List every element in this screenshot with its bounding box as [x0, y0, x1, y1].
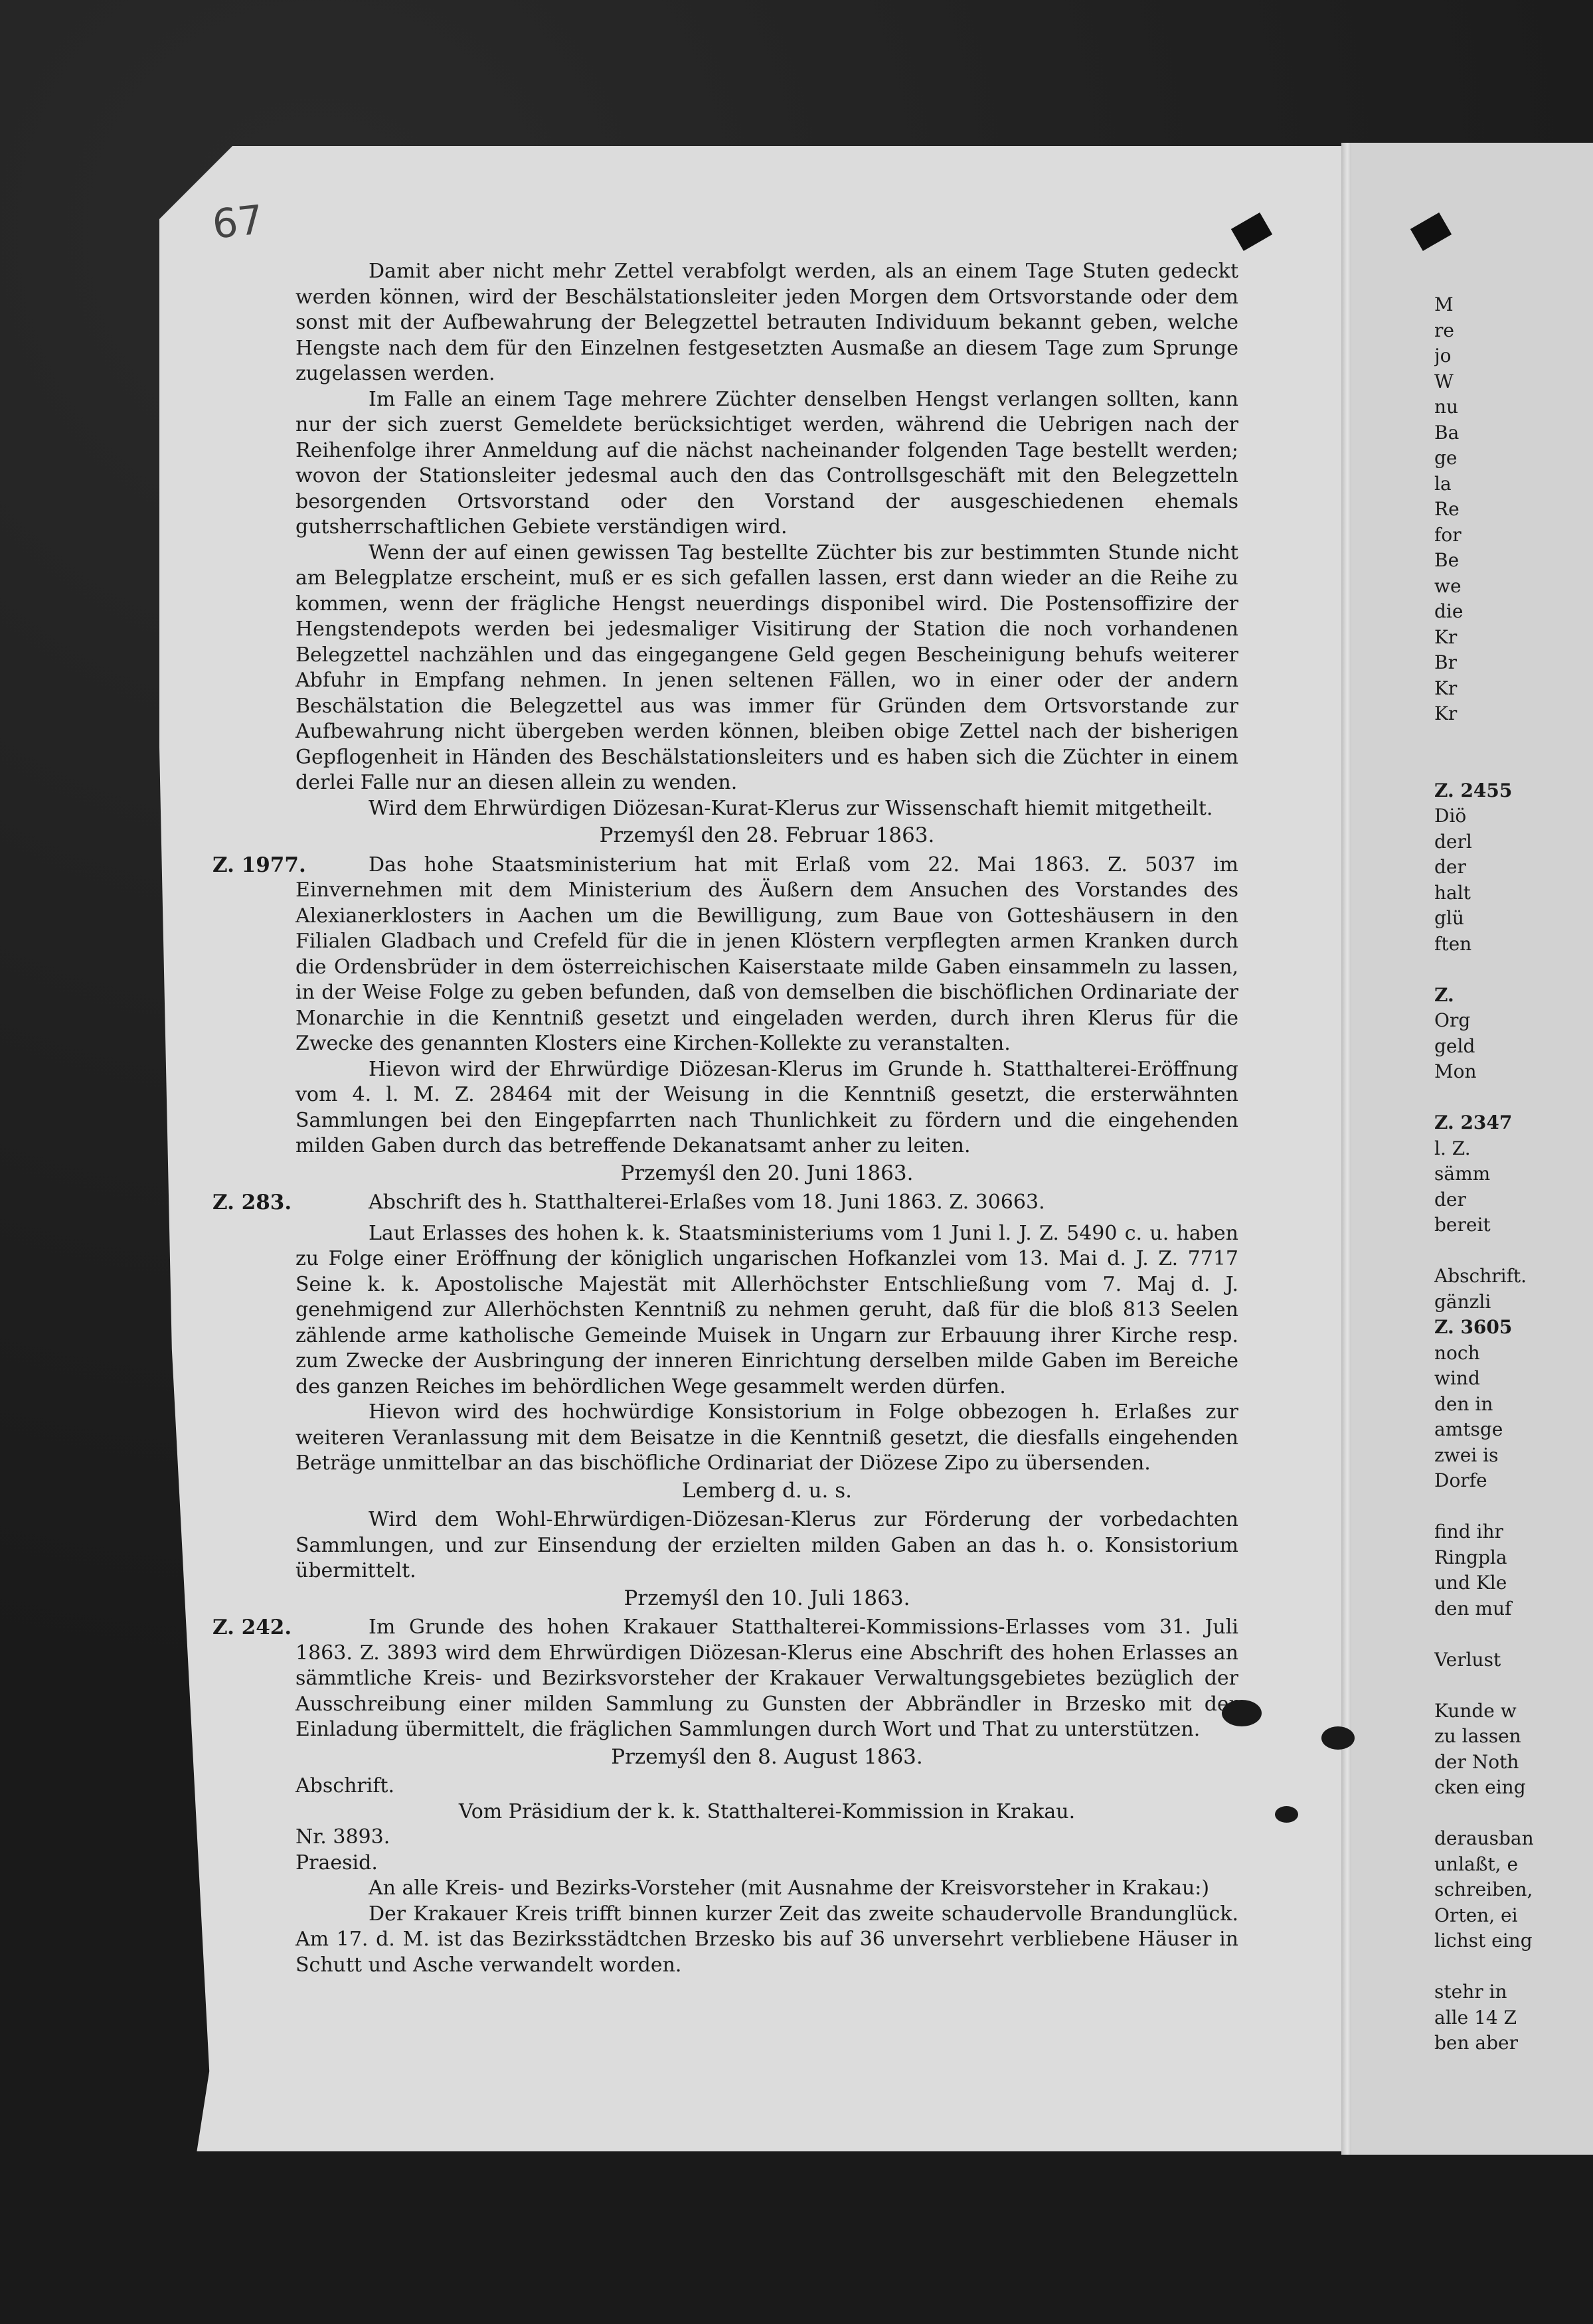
fragment-line: Ba — [1434, 421, 1460, 444]
fragment-line — [1434, 752, 1587, 778]
fragment-line: halt — [1434, 881, 1471, 904]
fragment-line: amtsge — [1434, 1418, 1503, 1440]
fragment-line: Verlust — [1434, 1648, 1501, 1671]
fragment-line: der Noth — [1434, 1750, 1519, 1773]
fragment-line: Ringpla — [1434, 1546, 1507, 1568]
paragraph: Im Falle an einem Tage mehrere Züchter denselben Hengst verlangen sollten, kann nur der sich zuerst Gemeldete berücksichtiget werden, während die Uebrigen nach der Reihenfolge ihrer Anmeldung auf die nächst nacheinander folgenden Tage bestellt werden; wovon der Stationsleiter jedesmal auch den das Controllsgeschäft mit den Belegzetteln besorgenden Ortsvorstand oder den Vorstand der ausgeschiedenen ehemals gutsherrschaftlichen Gebiete verständigen wird. — [295, 387, 1238, 539]
fragment-line: den in — [1434, 1392, 1493, 1415]
fragment-line: wind — [1434, 1367, 1480, 1389]
paragraph: Laut Erlasses des hohen k. k. Staatsministeriums vom 1 Juni l. J. Z. 5490 c. u. haben zu Folge einer Eröffnung der königlich ungarischen Hofkanzlei vom 13. Mai d. J. Z. 7717 Seine k. k. Apostolische Majestät mit Allerhöchster Entschließung vom 7. Maj d. J. genehmigend zur Allerhöchsten Kenntniß zu nehmen geruht, daß für die bloß 813 Seelen zählende arme katholische Gemeinde Muisek in Ungarn zur Erbauung ihrer Kirche resp. zum Zwecke der Ausbringung der inneren Einrichtung derselben milde Gaben im Bereiche des ganzen Reiches im behördlichen Wege gesammelt werden dürfen. — [295, 1221, 1238, 1398]
fragment-line: Z. — [1434, 983, 1454, 1006]
fragment-line: Kr — [1434, 625, 1458, 648]
nr-label: Nr. 3893. — [295, 1825, 390, 1849]
entry-number: Z. 283. — [212, 1191, 292, 1214]
fragment-line: schreiben, — [1434, 1878, 1533, 1900]
fragment-line — [1434, 1494, 1587, 1520]
fragment-line: bereit — [1434, 1214, 1491, 1236]
fragment-line: geld — [1434, 1035, 1475, 1057]
fragment-line: we — [1434, 574, 1462, 597]
fragment-line: Z. 3605 — [1434, 1316, 1513, 1338]
fragment-line: stehr in — [1434, 1981, 1507, 2003]
entry-283 — [212, 1190, 1238, 1611]
fragment-line — [1434, 1238, 1587, 1264]
fragment-line: for — [1434, 523, 1462, 546]
paragraph: Hievon wird des hochwürdige Konsistorium in Folge obbezogen h. Erlaßes zur weiteren Veranlassung mit dem Beisatze in die Kenntniß gesetzt, die diesfalls eingehenden Beträge unmittelbar an das bischöfliche Ordinariat der Diözese Zipo zu übersenden. — [295, 1400, 1238, 1475]
fragment-line: und Kle — [1434, 1572, 1507, 1594]
abschrift-label: Abschrift. — [295, 1774, 395, 1797]
fragment-line — [1434, 1954, 1587, 1980]
fragment-line — [1434, 1801, 1587, 1827]
fragment-line: Br — [1434, 651, 1457, 673]
fragment-line — [1434, 1673, 1587, 1699]
tear-mark — [1321, 1726, 1355, 1750]
fragment-line: cken eing — [1434, 1776, 1526, 1798]
fragment-line — [1434, 1085, 1587, 1111]
address-line: An alle Kreis- und Bezirks-Vorsteher (mit Ausnahme der Kreisvorsteher in Krakau:) — [369, 1876, 1210, 1900]
fragment-line: Re — [1434, 498, 1460, 520]
tear-mark — [1275, 1806, 1298, 1823]
fragment-line: ben aber — [1434, 2032, 1518, 2054]
fragment-line: l. Z. — [1434, 1137, 1471, 1159]
fragment-line: Diö — [1434, 805, 1467, 827]
fragment-line: la — [1434, 472, 1452, 495]
fragment-line: jo — [1434, 345, 1452, 367]
signature-line: Przemyśl den 8. August 1863. — [611, 1744, 923, 1769]
fragment-line: derausban — [1434, 1827, 1534, 1849]
fragment-line — [1434, 727, 1587, 753]
paragraph: Wird dem Wohl-Ehrwürdigen-Diözesan-Klerus zur Förderung der vorbedachten Sammlungen, und zur Einsendung der erzielten milden Gaben an das h. o. Konsistorium übermittelt. — [295, 1508, 1238, 1582]
fragment-line: ge — [1434, 447, 1458, 469]
fragment-line: unlaßt, e — [1434, 1853, 1519, 1875]
fragment-line: Kunde w — [1434, 1699, 1517, 1722]
fragment-line: W — [1434, 370, 1454, 392]
fragment-line — [1434, 1621, 1587, 1647]
fragment-line: sämm — [1434, 1163, 1491, 1185]
entry-number: Z. 1977. — [212, 853, 306, 877]
fragment-line: find ihr — [1434, 1521, 1503, 1542]
paragraph: Der Krakauer Kreis trifft binnen kurzer Zeit das zweite schaudervolle Brandunglück. Am 17. d. M. ist das Bezirksstädtchen Brzesko bis auf 36 unversehrt verbliebene Häuser in Schutt und Asche verwandelt worden. — [295, 1902, 1238, 1977]
lemberg-line: Lemberg d. u. s. — [681, 1478, 853, 1503]
paragraph: Damit aber nicht mehr Zettel verabfolgt werden, als an einem Tage Stuten gedeckt werden können, wird der Beschälstationsleiter jeden Morgen dem Ortsvorstande oder dem sonst mit der Aufbewahrung der Belegzettel betrauten Individuum bekannt geben, welche Hengste nach dem für den Einzelnen festgesetzten Ausmaße an diesem Tage zum Sprunge zugelassen werden. — [295, 260, 1238, 385]
paragraph: Das hohe Staatsministerium hat mit Erlaß vom 22. Mai 1863. Z. 5037 im Einvernehmen mit dem Ministerium des Äußern dem Ansuchen des Vorstandes des Alexianerklosters in Aachen um die Bewilligung, zum Baue von Gotteshäusern in den Filialen Gladbach und Crefeld für die in jenen Klöstern verpflegten armen Kranken durch die Ordensbrüder in dem österreichischen Kaiserstaate milde Gaben einsammeln zu lassen, in der Weise Folge zu geben befunden, daß von demselben die bischöflichen Ordinariate der Monarchie in die Kenntniß gesetzt und eingeladen werden, durch ihren Klerus für die Zwecke des genannten Klosters eine Kirchen-Kollekte zu veranstalten. — [295, 853, 1238, 1055]
handwritten-page-number: 67 — [210, 197, 266, 248]
fragment-line: re — [1434, 319, 1454, 341]
fragment-line: derl — [1434, 830, 1472, 853]
fragment-line: gänzli — [1434, 1290, 1491, 1313]
entry-heading: Abschrift des h. Statthalterei-Erlaßes vom 18. Juni 1863. Z. 30663. — [369, 1191, 1045, 1214]
signature-line: Przemyśl den 10. Juli 1863. — [624, 1586, 910, 1610]
fragment-line: zu lassen — [1434, 1725, 1521, 1747]
entry-number: Z. 242. — [212, 1616, 292, 1639]
fragment-line: die — [1434, 600, 1464, 622]
fragment-line: lichst eing — [1434, 1930, 1533, 1951]
fragment-line — [1434, 957, 1587, 983]
fragment-line: der — [1434, 856, 1466, 878]
fragment-line: Abschrift. — [1434, 1265, 1527, 1287]
praes-label: Praesid. — [295, 1851, 378, 1874]
main-text-column — [212, 259, 1238, 1978]
signature-line: Przemyśl den 20. Juni 1863. — [620, 1161, 914, 1185]
paragraph: Hievon wird der Ehrwürdige Diözesan-Klerus im Grunde h. Statthalterei-Eröffnung vom 4. l. M. Z. 28464 mit der Weisung in die Kenntniß gesetzt, die ersterwähnten Sammlungen bei den Eingepfarrten nach Thunlichkeit zu fördern und die eingehenden milden Gaben durch das betreffende Dekanatsamt anher zu leiten. — [295, 1057, 1238, 1157]
fragment-line: glü — [1434, 907, 1464, 929]
fragment-line: noch — [1434, 1341, 1480, 1364]
fragment-line: Orten, ei — [1434, 1904, 1518, 1926]
fragment-line: alle 14 Z — [1434, 2006, 1517, 2029]
fragment-line: Z. 2347 — [1434, 1112, 1513, 1133]
fragment-line: zwei is — [1434, 1444, 1499, 1466]
facing-page-text-fragments — [1434, 292, 1587, 2056]
entry-242 — [212, 1615, 1238, 1770]
fragment-line: Kr — [1434, 677, 1458, 699]
fragment-line: Dorfe — [1434, 1469, 1487, 1491]
fragment-line: M — [1434, 293, 1454, 315]
fragment-line: nu — [1434, 396, 1459, 418]
fragment-line: Org — [1434, 1009, 1471, 1031]
fragment-line: ften — [1434, 932, 1472, 955]
paragraph: Wird dem Ehrwürdigen Diözesan-Kurat-Klerus zur Wissenschaft hiemit mitgetheilt. — [369, 796, 1213, 820]
fragment-line: Mon — [1434, 1060, 1477, 1082]
praesidium-heading: Vom Präsidium der k. k. Statthalterei-Kommission in Krakau. — [458, 1799, 1076, 1823]
fragment-line: der — [1434, 1188, 1466, 1210]
fragment-line: Z. 2455 — [1434, 779, 1513, 801]
paragraph: Wenn der auf einen gewissen Tag bestellte Züchter bis zur bestimmten Stunde nicht am Belegplatze erscheint, muß er es sich gefallen lassen, erst dann wieder an die Reihe zu kommen, wenn der frägliche Hengst neuerdings disponibel wird. Die Postensoffizire der Hengstendepots werden bei jedesmaliger Visitirung der Station die noch vorhandenen Belegzettel nachzählen und das eingegangene Geld gegen Bescheinigung behufs weiterer Abfuhr in Empfang nehmen. In jenen seltenen Fällen, wo in einer oder der andern Beschälstation die Belegzettel aus was immer für Gründen dem Ortsvorstande zur Aufbewahrung nicht übergeben werden können, bleiben obige Zettel nach der bisherigen Gepflogenheit in Händen des Beschälstationsleiters und es haben sich die Züchter in einem derlei Falle nur an diesen allein zu wenden. — [295, 540, 1238, 794]
paragraph: Im Grunde des hohen Krakauer Statthalterei-Kommissions-Erlasses vom 31. Juli 1863. Z. 3893 wird dem Ehrwürdigen Diözesan-Klerus eine Abschrift des hohen Erlasses an sämmtliche Kreis- und Bezirksvorsteher der Krakauer Verwaltungsgebietes bezüglich der Ausschreibung einer milden Sammlung zu Gunsten der Abbrändler in Brzesko mit der Einladung übermittelt, die fräglichen Sammlungen durch Wort und That zu unterstützen. — [295, 1616, 1238, 1741]
entry-1977 — [212, 853, 1238, 1187]
fragment-line: Kr — [1434, 703, 1458, 724]
fragment-line: Be — [1434, 549, 1460, 571]
signature-line: Przemyśl den 28. Februar 1863. — [599, 823, 935, 847]
fragment-line: den muf — [1434, 1597, 1512, 1619]
